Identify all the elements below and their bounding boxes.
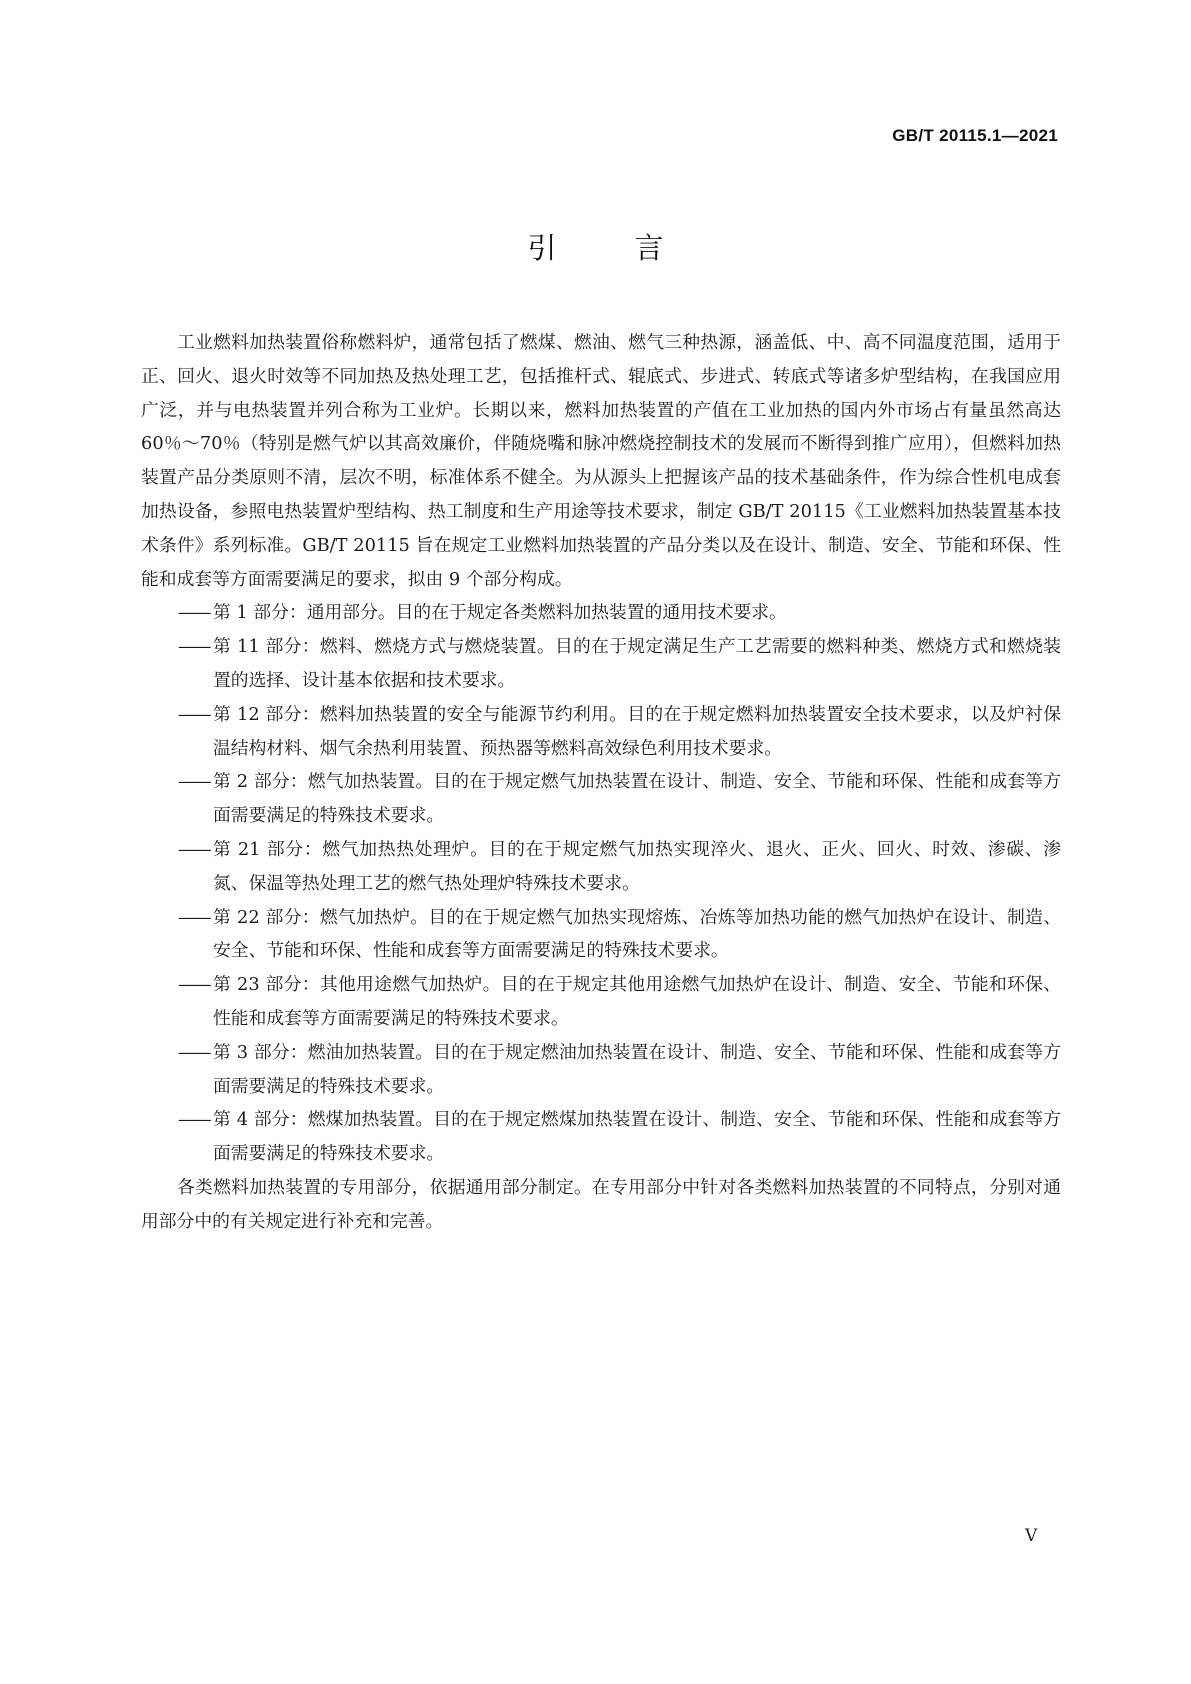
list-item-text: 第 3 部分：燃油加热装置。目的在于规定燃油加热装置在设计、制造、安全、节能和环保、性能和成套等方面需要满足的特殊技术要求。: [213, 1041, 1061, 1097]
list-dash: ——: [178, 636, 210, 658]
list-item-text: 第 2 部分：燃气加热装置。目的在于规定燃气加热装置在设计、制造、安全、节能和环保、性能和成套等方面需要满足的特殊技术要求。: [213, 771, 1061, 827]
list-item: [141, 833, 1061, 901]
list-item-text: 第 23 部分：其他用途燃气加热炉。目的在于规定其他用途燃气加热炉在设计、制造、安全、节能和环保、性能和成套等方面需要满足的特殊技术要求。: [213, 974, 1061, 1029]
list-dash: ——: [178, 703, 210, 725]
intro-paragraph: 工业燃料加热装置俗称燃料炉，通常包括了燃煤、燃油、燃气三种热源，涵盖低、中、高不同温度范围，适用于正、回火、退火时效等不同加热及热处理工艺，包括推杆式、辊底式、步进式、转底式等诸多炉型结构，在我国应用广泛，并与电热装置并列合称为工业炉。长期以来，燃料加热装置的产值在工业加热的国内外市场占有量虽然高达 60％～70％（特别是燃气炉以其高效廉价，伴随烧嘴和脉冲燃烧控制技术的发展而不断得到推广应用），但燃料加热装置产品分类原则不清，层次不明，标准体系不健全。为从源头上把握该产品的技术基础条件，作为综合性机电成套加热设备，参照电热装置炉型结构、热工制度和生产用途等技术要求，制定 GB/T 20115《工业燃料加热装置基本技术条件》系列标准。GB/T 20115 旨在规定工业燃料加热装置的产品分类以及在设计、制造、安全、节能和环保、性能和成套等方面需要满足的要求，拟由 9 个部分构成。: [141, 332, 1061, 590]
page-number: V: [1025, 1526, 1038, 1546]
list-item: [141, 630, 1061, 698]
standard-code: GB/T 20115.1—2021: [892, 126, 1058, 145]
list-dash: ——: [178, 771, 210, 793]
list-dash: ——: [178, 602, 210, 624]
list-dash: ——: [178, 1041, 210, 1063]
list-item: [141, 1103, 1061, 1171]
list-dash: ——: [178, 838, 210, 860]
list-dash: ——: [178, 906, 210, 928]
closing-paragraph: 各类燃料加热装置的专用部分，依据通用部分制定。在专用部分中针对各类燃料加热装置的不同特点，分别对通用部分中的有关规定进行补充和完善。: [141, 1176, 1061, 1232]
list-item: [141, 698, 1061, 766]
parts-list: [141, 596, 1061, 1171]
list-item-text: 第 21 部分：燃气加热热处理炉。目的在于规定燃气加热实现淬火、退火、正火、回火、时效、渗碳、渗氮、保温等热处理工艺的燃气热处理炉特殊技术要求。: [213, 838, 1061, 894]
list-dash: ——: [178, 974, 210, 996]
introduction-body: [141, 326, 1061, 1239]
list-item-text: 第 12 部分：燃料加热装置的安全与能源节约利用。目的在于规定燃料加热装置安全技术要求，以及炉衬保温结构材料、烟气余热利用装置、预热器等燃料高效绿色利用技术要求。: [213, 703, 1061, 759]
list-item-text: 第 11 部分：燃料、燃烧方式与燃烧装置。目的在于规定满足生产工艺需要的燃料种类、燃烧方式和燃烧装置的选择、设计基本依据和技术要求。: [213, 636, 1061, 691]
page-title: [0, 226, 1191, 267]
list-item-text: 第 22 部分：燃气加热炉。目的在于规定燃气加热实现熔炼、冶炼等加热功能的燃气加热炉在设计、制造、安全、节能和环保、性能和成套等方面需要满足的特殊技术要求。: [213, 906, 1061, 962]
list-item: [141, 765, 1061, 833]
list-dash: ——: [178, 1109, 210, 1131]
list-item-text: 第 1 部分：通用部分。目的在于规定各类燃料加热装置的通用技术要求。: [213, 602, 787, 624]
page-title-char-2: 言: [634, 231, 664, 265]
list-item: [141, 968, 1061, 1036]
list-item-text: 第 4 部分：燃煤加热装置。目的在于规定燃煤加热装置在设计、制造、安全、节能和环保、性能和成套等方面需要满足的特殊技术要求。: [213, 1109, 1061, 1165]
list-item: [141, 596, 1061, 630]
page-title-char-1: 引: [527, 231, 557, 265]
list-item: [141, 901, 1061, 969]
list-item: [141, 1036, 1061, 1104]
